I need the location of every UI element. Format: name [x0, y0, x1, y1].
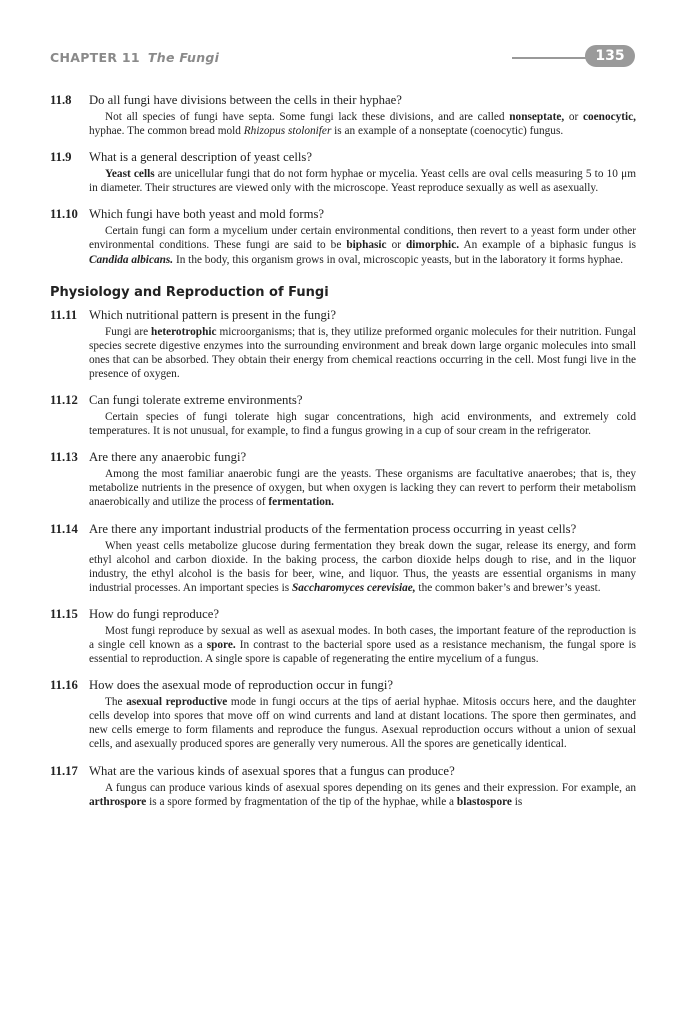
answer-text — [89, 467, 636, 509]
answer-run: or — [564, 111, 583, 123]
question-number: 11.9 — [50, 150, 72, 165]
question — [50, 763, 636, 779]
answer-run: is — [511, 795, 523, 808]
emphasis-term: spore. — [206, 638, 236, 651]
qa-item — [50, 206, 636, 266]
section-heading: Physiology and Reproduction of Fungi — [50, 284, 329, 300]
question-number: 11.17 — [50, 763, 78, 778]
emphasis-term: biphasic — [346, 239, 387, 252]
answer-text — [89, 224, 636, 266]
question-number: 11.12 — [50, 393, 78, 408]
chapter-label: CHAPTER 11 — [50, 50, 140, 65]
question — [50, 677, 636, 693]
qa-item — [50, 392, 636, 438]
question-text: How does the asexual mode of reproduction occur in fungi? — [89, 678, 394, 693]
emphasis-term: coenocytic, — [583, 111, 637, 123]
answer-run: is a spore formed by fragmentation of the tip of the hyphae, while a — [146, 795, 457, 808]
chapter-title: The Fungi — [147, 50, 220, 65]
question — [50, 392, 636, 408]
emphasis-term: nonseptate, — [509, 111, 565, 123]
question-text: Are there any important industrial products of the fermentation process occurring in yeast cells? — [89, 521, 577, 536]
answer-run: Not all species of fungi have septa. Some fungi lack these divisions, and are called — [105, 111, 510, 123]
answer-run: Certain species of fungi tolerate high sugar concentrations, high acid environments, and extremely cold temperatures. It is not unusual, for example, to find a fungus growing in a cup of sour cream in the refrigerator. — [89, 411, 636, 438]
question-number: 11.10 — [50, 207, 78, 222]
answer-text — [89, 539, 636, 595]
question-number: 11.16 — [50, 678, 78, 693]
question-text: Which fungi have both yeast and mold forms? — [89, 207, 325, 222]
question-number: 11.11 — [50, 307, 78, 322]
qa-item — [50, 521, 636, 595]
question-text: What are the various kinds of asexual spores that a fungus can produce? — [89, 763, 455, 778]
emphasis-term: Yeast cells — [105, 168, 155, 181]
emphasis-term: asexual reproductive — [126, 696, 228, 709]
emphasis-term: Rhizopus stolonifer — [243, 125, 332, 138]
answer-text — [89, 410, 636, 438]
question-number: 11.14 — [50, 521, 78, 536]
emphasis-term: arthrospore — [89, 795, 147, 808]
answer-run: hyphae. The common bread mold — [89, 125, 244, 138]
question — [50, 149, 636, 165]
qa-item — [50, 606, 636, 666]
answer-text — [89, 781, 636, 809]
qa-item — [50, 149, 636, 195]
emphasis-term: Saccharomyces cerevisiae, — [292, 581, 416, 594]
question-number: 11.13 — [50, 450, 78, 465]
answer-run: The — [105, 696, 127, 709]
answer-text — [89, 624, 636, 666]
question — [50, 606, 636, 622]
question — [50, 307, 636, 323]
question-text: Which nutritional pattern is present in the fungi? — [89, 307, 336, 322]
running-head — [50, 50, 219, 65]
qa-item — [50, 92, 636, 138]
answer-text — [89, 167, 636, 195]
question-number: 11.15 — [50, 606, 78, 621]
qa-item — [50, 307, 636, 381]
question-text: Are there any anaerobic fungi? — [89, 450, 247, 465]
page-header — [50, 45, 635, 71]
emphasis-term: dimorphic. — [406, 239, 460, 252]
answer-text — [89, 325, 636, 381]
answer-run: microorganisms; that is, they utilize preformed organic molecules for their nutrition. Fungal species secrete digestive enzymes into the surrounding environment and break down large organic molecules into small ones that can be absorbed. They obtain their energy from chemical reactions occurring in the cell. Most fungi live in the presence of oxygen. — [89, 325, 636, 380]
question-number: 11.8 — [50, 93, 72, 107]
answer-text — [89, 110, 636, 138]
answer-run: are unicellular fungi that do not form hyphae or mycelia. Yeast cells are oval cells measuring 5 to 10 μm in diameter. Their structures are viewed only with the microscope. Yeast reproduce sexually as well as asexually. — [89, 168, 636, 195]
page-number: 135 — [585, 45, 635, 67]
answer-run: An example of a biphasic fungus is — [459, 239, 636, 252]
emphasis-term: Candida albicans. — [89, 253, 174, 266]
emphasis-term: heterotrophic — [151, 325, 217, 338]
question-text: Can fungi tolerate extreme environments? — [89, 393, 303, 408]
answer-run: Among the most familiar anaerobic fungi are the yeasts. These organisms are facultative anaerobes; that is, they metabolize nutrients in the presence of oxygen, but when oxygen is lacking they can revert to perform their metabolism anaerobically and utilize the process of — [89, 468, 636, 509]
question — [50, 206, 636, 222]
question — [50, 521, 636, 537]
question-text: How do fungi reproduce? — [89, 606, 220, 621]
answer-run: In contrast to the bacterial spore used as a resistance mechanism, the fungal spore is essential to reproduction. A single spore is capable of regenerating the entire mycelium of a fungus. — [89, 638, 636, 666]
answer-run: or — [386, 239, 406, 252]
answer-run: Fungi are — [105, 325, 152, 338]
emphasis-term: fermentation. — [268, 496, 334, 509]
question — [50, 449, 636, 465]
answer-text — [89, 695, 636, 751]
question — [50, 92, 636, 108]
answer-run: Certain fungi can form a mycelium under certain environmental conditions, then revert to a yeast form under other environmental conditions. These fungi are said to be — [89, 225, 636, 252]
qa-item — [50, 677, 636, 751]
answer-run: mode in fungi occurs at the tips of aerial hyphae. Mitosis occurs here, and the daughter cells develop into spores that move off on wind currents and land at distant locations. The spore then germinates, and new cells emerge to form filaments and reproduce the fungus. Asexual reproduction occurs without a union of sexual cells, and asexually produced spores are generally very numerous. All the spores are genetically identical. — [89, 696, 636, 751]
page-body — [50, 92, 636, 820]
answer-run: Most fungi reproduce by sexual as well as asexual modes. In both cases, the important feature of the reproduction is a single cell known as a — [89, 624, 636, 651]
answer-run: is an example of a nonseptate (coenocytic) fungus. — [331, 125, 564, 138]
question-text: Do all fungi have divisions between the cells in their hyphae? — [89, 93, 402, 107]
answer-run: A fungus can produce various kinds of asexual spores depending on its genes and their expression. For example, an — [105, 781, 636, 794]
answer-run: In the body, this organism grows in oval, microscopic yeasts, but in the laboratory it forms hyphae. — [173, 253, 624, 266]
emphasis-term: blastospore — [456, 795, 512, 808]
question-text: What is a general description of yeast cells? — [89, 150, 312, 165]
qa-item — [50, 449, 636, 509]
answer-run: When yeast cells metabolize glucose during fermentation they break down the sugar, release its energy, and form ethyl alcohol and carbon dioxide. In the baking process, the carbon dioxide helps dough to rise, and in the liquor industry, the ethyl alcohol is the basis for beer, wine, and liquor. Thus, the yeasts are essential organisms in many industrial processes. An important species is — [89, 539, 636, 594]
qa-item — [50, 763, 636, 809]
answer-run: the common baker’s and brewer’s yeast. — [415, 581, 601, 594]
